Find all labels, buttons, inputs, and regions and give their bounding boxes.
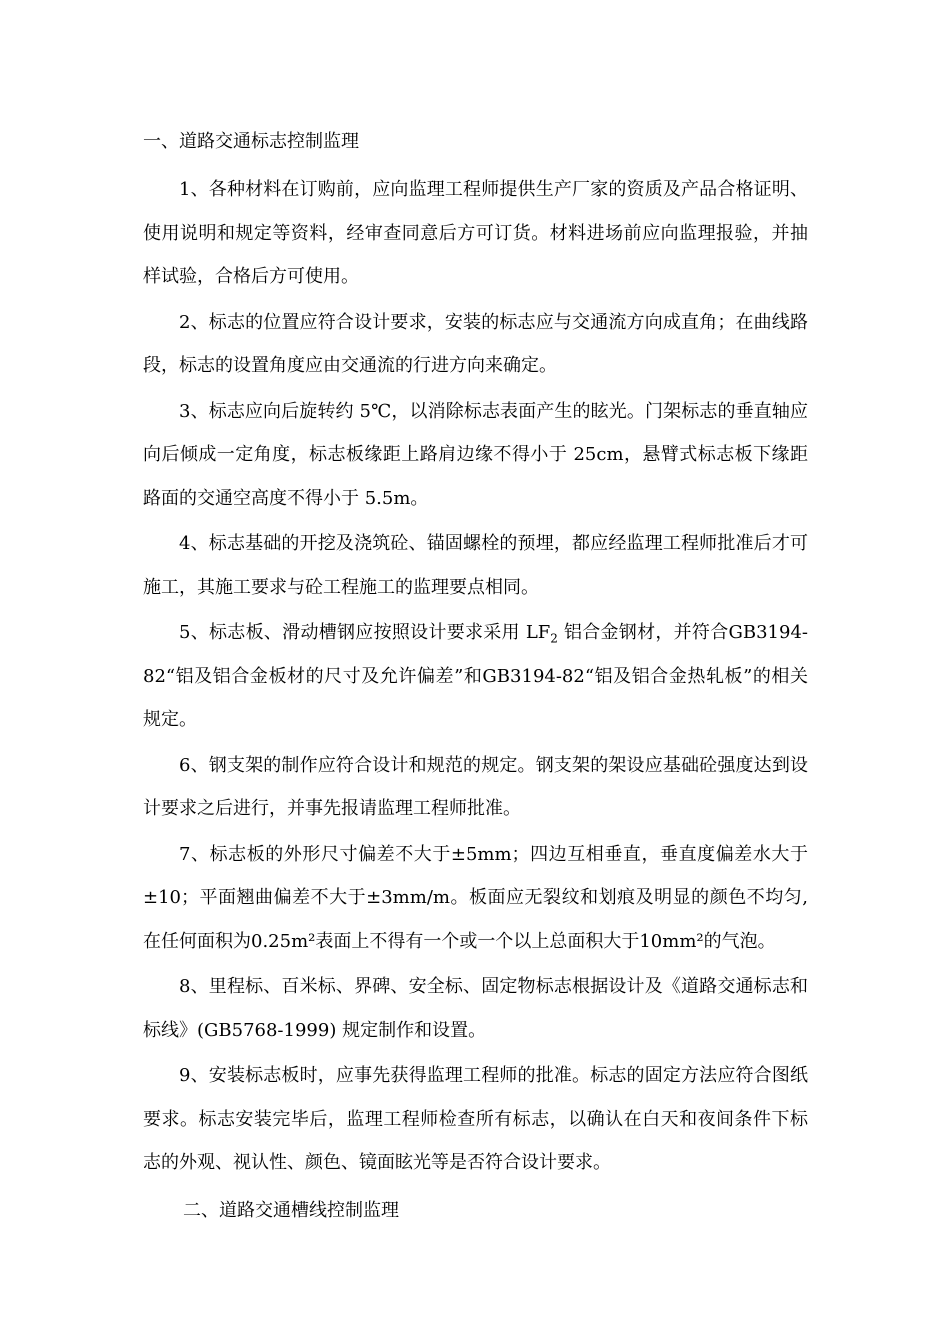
- document-page: [143, 126, 808, 1227]
- paragraph-9: 9、安装标志板时，应事先获得监理工程师的批准。标志的固定方法应符合图纸要求。标志安装完毕后，监理工程师检查所有标志，以确认在白天和夜间条件下标志的外观、视认性、颜色、镜面眩光等是否符合设计要求。: [143, 1065, 808, 1173]
- paragraph-3: 3、标志应向后旋转约 5℃，以消除标志表面产生的眩光。门架标志的垂直轴应向后倾成一定角度，标志板缘距上路肩边缘不得小于 25cm，悬臂式标志板下缘距路面的交通空高度不得小于 5.5m。: [143, 400, 808, 509]
- paragraph-2: 2、标志的位置应符合设计要求，安装的标志应与交通流方向成直角；在曲线路段，标志的设置角度应由交通流的行进方向来确定。: [143, 311, 808, 376]
- paragraph-8: 8、里程标、百米标、界碑、安全标、固定物标志根据设计及《道路交通标志和标线》(GB5768-1999) 规定制作和设置。: [143, 976, 808, 1041]
- paragraph-1: 1、各种材料在订购前，应向监理工程师提供生产厂家的资质及产品合格证明、使用说明和规定等资料，经审查同意后方可订货。材料进场前应向监理报验，并抽样试验，合格后方可使用。: [143, 179, 808, 287]
- paragraph-6: 6、钢支架的制作应符合设计和规范的规定。钢支架的架设应基础砼强度达到设计要求之后进行，并事先报请监理工程师批准。: [143, 754, 808, 819]
- paragraph-7: 7、标志板的外形尺寸偏差不大于±5mm；四边互相垂直，垂直度偏差水大于±10；平面翘曲偏差不大于±3mm/m。板面应无裂纹和划痕及明显的颜色不均匀,在任何面积为0.25m²表面上不得有一个或一个以上总面积大于10mm²的气泡。: [143, 843, 808, 952]
- section-2-title: 二、道路交通槽线控制监理: [183, 1199, 399, 1221]
- paragraph-4: 4、标志基础的开挖及浇筑砼、锚固螺栓的预埋，都应经监理工程师批准后才可施工，其施工要求与砼工程施工的监理要点相同。: [143, 533, 808, 598]
- paragraph-5-before: 5、标志板、滑动槽钢应按照设计要求采用 LF: [179, 622, 551, 643]
- paragraph-5-subscript: 2: [550, 631, 558, 646]
- paragraph-5-after: 铝合金钢材，并符合GB3194-82“铝及铝合金板材的尺寸及允许偏差”和GB3194-82“铝及铝合金热轧板”的相关规定。: [143, 622, 808, 730]
- paragraph-5: [143, 611, 808, 742]
- section-1-title: 一、道路交通标志控制监理: [143, 131, 359, 152]
